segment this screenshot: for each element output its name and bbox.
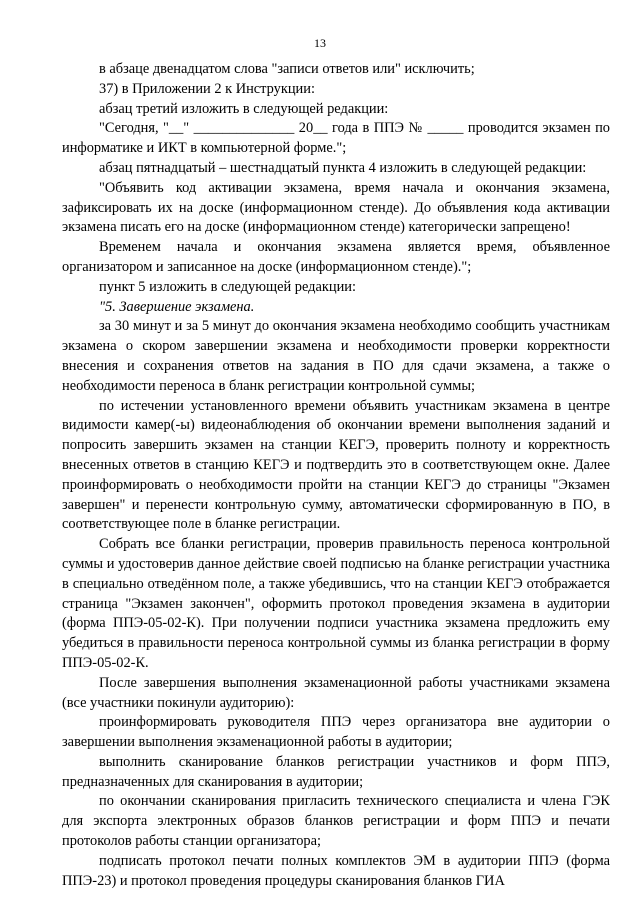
paragraph: в абзаце двенадцатом слова "записи ответов или" исключить; <box>99 61 475 77</box>
paragraph: по истечении установленного времени объявить участникам экзамена в центре видимости камер(-ы) видеонаблюдения об окончании времени выполнения заданий и попросить завершить экзамен на станции КЕГЭ, проверить полноту и корректность внесенных ответов в станцию КЕГЭ и подтвердить это в соответствующем окне. Далее проинформировать о необходимости пройти на станции КЕГЭ до страницы "Экзамен завершен" и перенести контрольную сумму, автоматически сформированную в ПО, в соответствующее поле в бланке регистрации. <box>62 397 610 533</box>
paragraph: абзац пятнадцатый – шестнадцатый пункта 4 изложить в следующей редакции: <box>99 159 587 176</box>
document-body <box>62 60 610 891</box>
paragraph: "Сегодня, "__" ______________ 20__ года в ППЭ № _____ проводится экзамен по информатике и ИКТ в компьютерной форме."; <box>62 120 610 157</box>
paragraph: за 30 минут и за 5 минут до окончания экзамена необходимо сообщить участникам экзамена о скором завершении экзамена и необходимости проверки корректности внесения и сохранения ответов на задания в ПО для сдачи экзамена, а также о необходимости переноса в бланк регистрации контрольной суммы; <box>62 318 610 394</box>
section-heading: "5. Завершение экзамена. <box>99 298 255 315</box>
paragraph: абзац третий изложить в следующей редакции: <box>99 100 389 117</box>
paragraph: по окончании сканирования пригласить технического специалиста и члена ГЭК для экспорта электронных образов бланков регистрации и форм ППЭ и печати протоколов работы станции организатора; <box>62 793 610 850</box>
paragraph: Временем начала и окончания экзамена является время, объявленное организатором и записанное на доске (информационном стенде)."; <box>62 239 610 275</box>
paragraph: После завершения выполнения экзаменационной работы участниками экзамена (все участники покинули аудиторию): <box>62 674 610 711</box>
paragraph: проинформировать руководителя ППЭ через организатора вне аудитории о завершении выполнения экзаменационной работы в аудитории; <box>62 714 610 751</box>
paragraph: пункт 5 изложить в следующей редакции: <box>99 278 356 295</box>
paragraph: выполнить сканирование бланков регистрации участников и форм ППЭ, предназначенных для сканирования в аудитории; <box>62 753 610 790</box>
paragraph: Собрать все бланки регистрации, проверив правильность переноса контрольной суммы и удостоверив данное действие своей подписью на бланке регистрации участника в специально отведённом поле, а также убедившись, что на станции КЕГЭ отображается страница "Экзамен закончен", оформить протокол проведения экзамена в аудитории (форма ППЭ-05-02-К). При получении подписи участника экзамена предложить ему убедиться в правильности переноса контрольной суммы из бланка регистрации в форму ППЭ-05-02-К. <box>62 536 610 671</box>
paragraph: 37) в Приложении 2 к Инструкции: <box>99 80 315 97</box>
paragraph: подписать протокол печати полных комплектов ЭМ в аудитории ППЭ (форма ППЭ-23) и протокол проведения процедуры сканирования бланков ГИА <box>62 852 610 889</box>
paragraph: "Объявить код активации экзамена, время начала и окончания экзамена, зафиксировать их на доске (информационном стенде). До объявления кода активации экзамена писать его на доске (информационном стенде) категорически запрещено! <box>62 179 610 236</box>
page-number: 13 <box>314 36 326 50</box>
